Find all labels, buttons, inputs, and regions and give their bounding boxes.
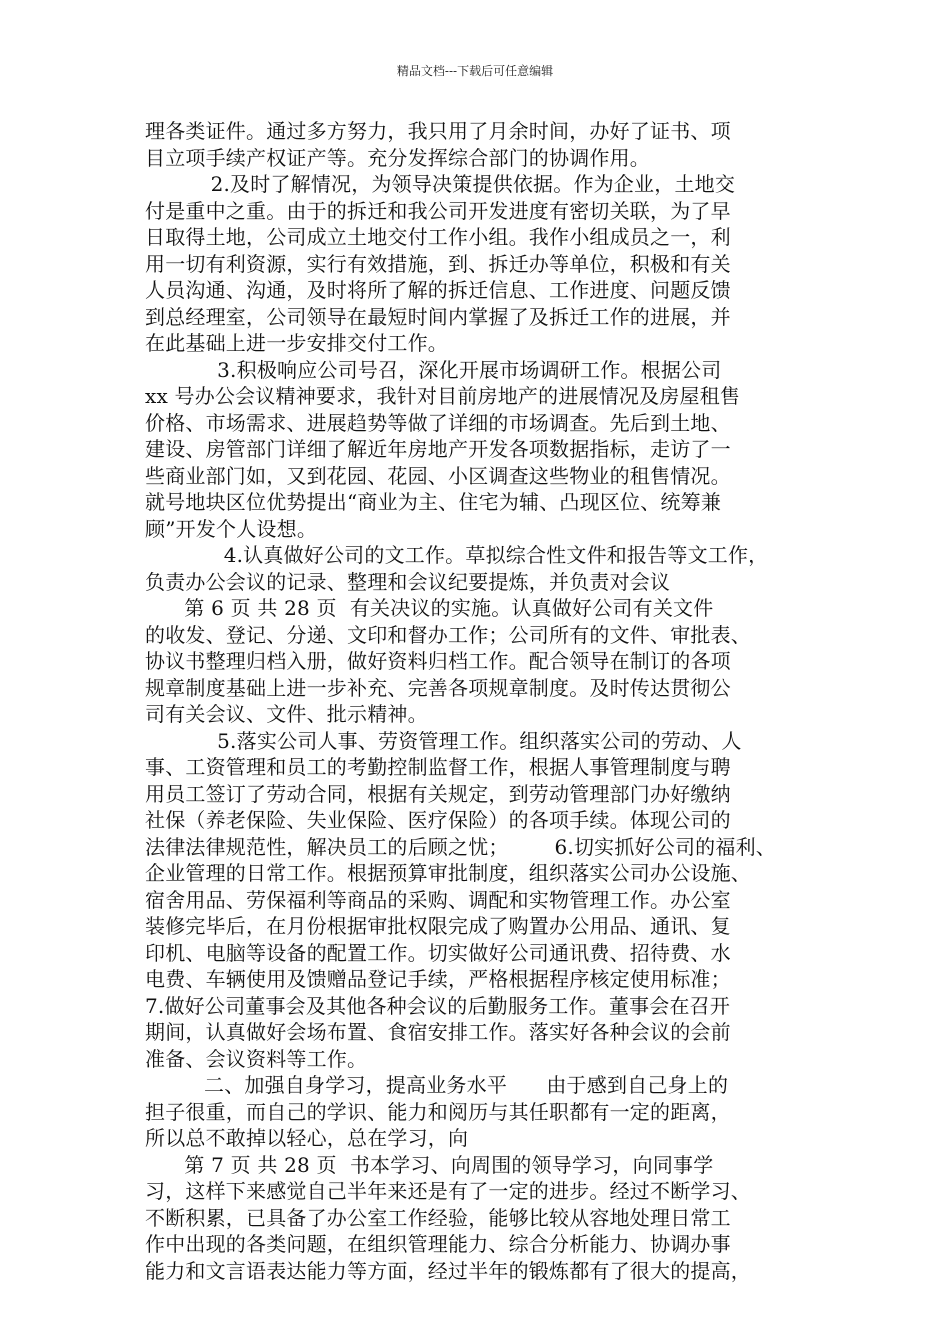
text-line: 顾”开发个人设想。 xyxy=(145,516,318,541)
text-line: 协议书整理归档入册，做好资料归档工作。配合领导在制订的各项 xyxy=(145,649,731,673)
text-line: 事、工资管理和员工的考勤控制监督工作，根据人事管理制度与聘 xyxy=(145,755,731,779)
text-line: 就号地块区位优势提出“商业为主、住宅为辅、凸现区位、统筹兼 xyxy=(145,490,722,514)
text-line: 规章制度基础上进一步补充、完善各项规章制度。及时传达贯彻公 xyxy=(145,675,731,700)
text-line: 在此基础上进一步安排交付工作。 xyxy=(145,331,448,355)
text-line: 理各类证件。通过多方努力，我只用了月余时间，办好了证书、项 xyxy=(145,119,731,143)
text-line: 7.做好公司董事会及其他各种会议的后勤服务工作。董事会在召开 xyxy=(145,993,731,1018)
text-line: 二、加强自身学习，提高业务水平 由于感到自己身上的 xyxy=(145,1073,729,1097)
text-line: 司有关会议、文件、批示精神。 xyxy=(145,702,428,726)
text-line: 不断积累，已具备了办公室工作经验，能够比较从容地处理日常工 xyxy=(145,1205,731,1230)
text-line: 用员工签订了劳动合同，根据有关规定，到劳动管理部门办好缴纳 xyxy=(145,781,731,806)
text-line: 5.落实公司人事、劳资管理工作。组织落实公司的劳动、人 xyxy=(145,728,742,753)
text-line: 到总经理室，公司领导在最短时间内掌握了及拆迁工作的进展，并 xyxy=(145,304,731,329)
text-line: 装修完毕后，在月份根据审批权限完成了购置办公用品、通讯、复 xyxy=(145,914,731,938)
text-line: 印机、电脑等设备的配置工作。切实做好公司通讯费、招待费、水 xyxy=(145,940,731,965)
text-line: 用一切有利资源，实行有效措施，到、拆迁办等单位，积极和有关 xyxy=(145,251,731,276)
text-line: 负责办公会议的记录、整理和会议纪要提炼，并负责对会议 xyxy=(145,569,671,594)
text-line: 付是重中之重。由于的拆迁和我公司开发进度有密切关联，为了早 xyxy=(145,198,731,223)
text-line: 社保（养老保险、失业保险、医疗保险）的各项手续。体现公司的 xyxy=(145,808,731,832)
text-line: 些商业部门如，又到花园、花园、小区调查这些物业的租售情况。 xyxy=(145,463,731,488)
text-line: 2.及时了解情况，为领导决策提供依据。作为企业，土地交 xyxy=(145,172,736,196)
body-text xyxy=(145,118,815,1284)
text-line: 4.认真做好公司的文工作。草拟综合性文件和报告等文工作， xyxy=(145,543,769,567)
text-line: xx 号办公会议精神要求，我针对目前房地产的进展情况及房屋租售 xyxy=(145,384,741,408)
text-line: 能力和文言语表达能力等方面，经过半年的锻炼都有了很大的提高， xyxy=(145,1258,751,1283)
text-line: 企业管理的日常工作。根据预算审批制度，组织落实公司办公设施、 xyxy=(145,861,751,885)
text-line: 期间，认真做好会场布置、食宿安排工作。落实好各种会议的会前 xyxy=(145,1020,731,1044)
text-line: 日取得土地，公司成立土地交付工作小组。我作小组成员之一，利 xyxy=(145,225,731,249)
text-line: 的收发、登记、分递、文印和督办工作；公司所有的文件、审批表、 xyxy=(145,622,751,647)
text-line: 第 6 页 共 28 页 有关决议的实施。认真做好公司有关文件 xyxy=(145,596,714,620)
text-line: 所以总不敢掉以轻心，总在学习，向 xyxy=(145,1126,469,1150)
text-line: 人员沟通、沟通，及时将所了解的拆迁信息、工作进度、问题反馈 xyxy=(145,278,731,302)
text-line: 宿舍用品、劳保福利等商品的采购、调配和实物管理工作。办公室 xyxy=(145,887,731,912)
page-header: 精品文档---下载后可任意编辑 xyxy=(396,64,554,78)
text-line: 第 7 页 共 28 页 书本学习、向周围的领导学习，向同事学 xyxy=(145,1152,714,1177)
text-line: 习，这样下来感觉自己半年来还是有了一定的进步。经过不断学习、 xyxy=(145,1179,751,1203)
text-line: 3.积极响应公司号召，深化开展市场调研工作。根据公司 xyxy=(145,357,722,382)
text-line: 建设、房管部门详细了解近年房地产开发各项数据指标，走访了一 xyxy=(145,437,731,461)
text-line: 准备、会议资料等工作。 xyxy=(145,1046,368,1071)
text-line: 价格、市场需求、进展趋势等做了详细的市场调查。先后到土地、 xyxy=(145,410,731,435)
text-line: 目立项手续产权证产等。充分发挥综合部门的协调作用。 xyxy=(145,145,650,170)
text-line: 担子很重，而自己的学识、能力和阅历与其任职都有一定的距离， xyxy=(145,1099,731,1124)
text-line: 作中出现的各类问题，在组织管理能力、综合分析能力、协调办事 xyxy=(145,1232,731,1256)
text-line: 电费、车辆使用及馈赠品登记手续，严格根据程序核定使用标准； xyxy=(145,967,731,991)
text-line: 法律法律规范性，解决员工的后顾之忧； 6.切实抓好公司的福利、 xyxy=(145,834,776,859)
